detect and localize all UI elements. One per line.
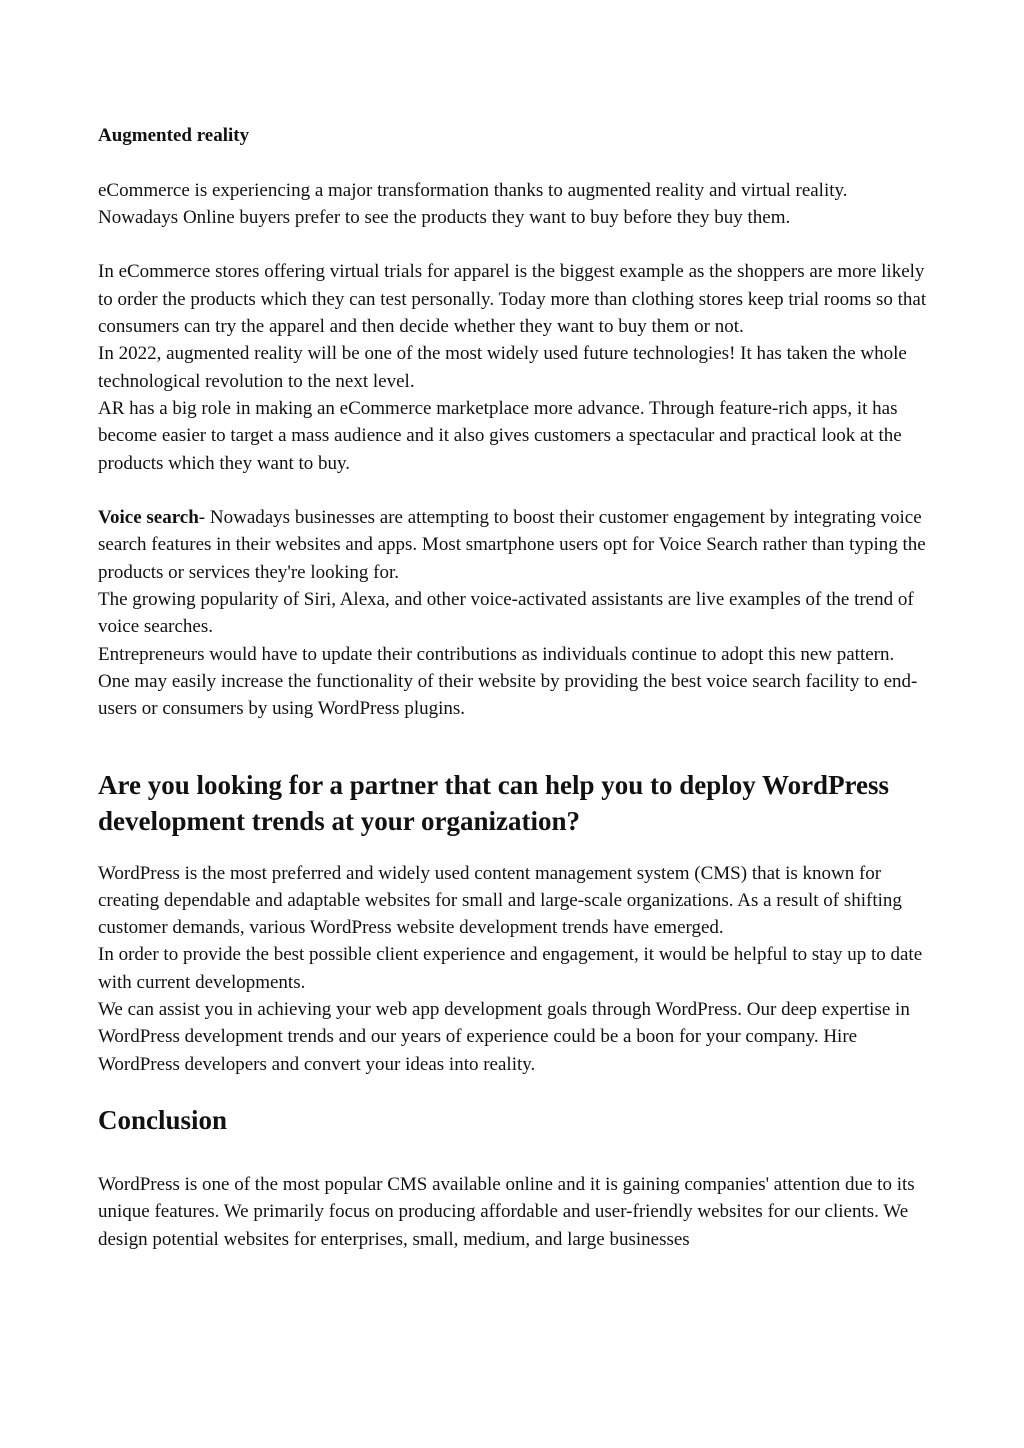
- ar-paragraph-2: In eCommerce stores offering virtual trials for apparel is the biggest example as the shoppers are more likely to order the products which they can test personally. Today more than clothing stores keep trial rooms so that consumers can try the apparel and then decide whether they want to buy them or not.: [98, 261, 927, 338]
- conclusion-heading: Conclusion: [98, 1104, 228, 1135]
- voice-paragraph-4: One may easily increase the functionality of their website by providing the best voice search facility to end-users or consumers by using WordPress plugins.: [98, 670, 918, 720]
- spacer: [98, 1138, 928, 1171]
- partner-paragraph-2: In order to provide the best possible client experience and engagement, it would be helpful to stay up to date with current developments.: [98, 944, 923, 993]
- spacer: [98, 149, 928, 176]
- voice-paragraph-2: The growing popularity of Siri, Alexa, and other voice-activated assistants are live examples of the trend of voice searches.: [98, 589, 914, 638]
- ar-heading: Augmented reality: [98, 125, 250, 146]
- partner-paragraph-3: We can assist you in achieving your web app development goals through WordPress. Our deep expertise in WordPress development trends and our years of experience could be a boon for your company. Hire WordPress developers and convert your ideas into reality.: [98, 999, 910, 1075]
- document-page: [98, 122, 928, 1253]
- partner-heading: Are you looking for a partner that can help you to deploy WordPress development trends at your organization?: [98, 769, 890, 836]
- ar-paragraph-1: eCommerce is experiencing a major transformation thanks to augmented reality and virtual reality. Nowadays Online buyers prefer to see the products they want to buy before they buy them.: [98, 179, 848, 228]
- voice-paragraph-1-text: - Nowadays businesses are attempting to boost their customer engagement by integrating voice search features in their websites and apps. Most smartphone users opt for Voice Search rather than typing the products or services they're looking for.: [98, 507, 926, 583]
- voice-paragraph-3: Entrepreneurs would have to update their contributions as individuals continue to adopt this new pattern.: [98, 643, 895, 665]
- conclusion-paragraph-1: WordPress is one of the most popular CMS available online and it is gaining companies' attention due to its unique features. We primarily focus on producing affordable and user-friendly websites for our clients. We design potential websites for enterprises, small, medium, and large businesses: [98, 1173, 915, 1250]
- spacer: [98, 231, 928, 258]
- voice-search-lead: Voice search: [98, 507, 199, 529]
- spacer: [98, 1078, 928, 1102]
- spacer: [98, 723, 928, 767]
- spacer: [98, 477, 928, 504]
- ar-paragraph-4: AR has a big role in making an eCommerce marketplace more advance. Through feature-rich apps, it has become easier to target a mass audience and it also gives customers a spectacular and practical look at the products which they want to buy.: [98, 397, 902, 474]
- spacer: [98, 839, 928, 860]
- ar-paragraph-3: In 2022, augmented reality will be one of the most widely used future technologies! It has taken the whole technological revolution to the next level.: [98, 343, 907, 392]
- voice-paragraph-1: [98, 504, 928, 586]
- partner-paragraph-1: WordPress is the most preferred and widely used content management system (CMS) that is known for creating dependable and adaptable websites for small and large-scale organizations. As a result of shifting customer demands, various WordPress website development trends have emerged.: [98, 862, 902, 939]
